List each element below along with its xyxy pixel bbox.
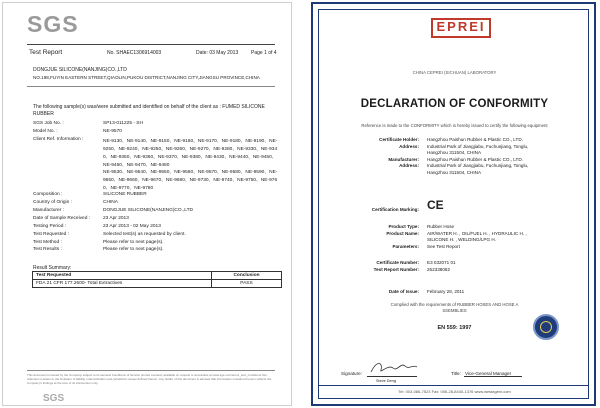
table-header-row <box>33 272 282 280</box>
holder-value: Hangzhou 311504, CHINA <box>427 170 482 175</box>
eprei-logo: EPREI <box>436 19 486 34</box>
field-label: Test Method : <box>33 239 62 245</box>
report-number: No. SHAEC1306914003 <box>107 50 162 56</box>
header-rule <box>27 44 275 45</box>
field-value: SP13-011225 - SH <box>103 121 143 126</box>
holder-label: Address: <box>399 143 419 149</box>
seal-icon <box>533 314 559 340</box>
closing-line: Complied with the requirements of RUBBER HOSES AND HOSE A <box>390 302 519 307</box>
field-value: NE-9130、NE-9140、NE-9150、NE-9160、NE-9170、NE-9180、NE-9190、NE- <box>103 138 278 144</box>
field-label: Model No. : <box>33 128 58 134</box>
sgs-test-report <box>2 2 292 406</box>
title-label: Title: <box>451 371 461 376</box>
cell-test: FDA 21 CFR 177.2600- Total Extractives <box>33 280 212 288</box>
cert-marking-label: Certification Marking: <box>371 207 419 212</box>
certificate-label: Test Report Number: <box>373 266 419 272</box>
field-value: Please refer to next page(s). <box>103 239 164 245</box>
header-conclusion: Conclusion <box>212 272 282 280</box>
field-label: Manufacturer : <box>33 207 64 213</box>
title-value: Vice-General Manager <box>465 371 512 376</box>
certificate-label: Certificate Number: <box>376 260 419 265</box>
divider <box>27 86 275 87</box>
field-value: 9250、NE-9240、NE-9250、NE-9260、NE-9270、NE-9280、NE-9330、NE-934 <box>103 146 278 152</box>
footer-rule <box>27 370 275 371</box>
certificate-label: Date of Issue: <box>388 289 419 294</box>
product-label: Parameters: <box>392 243 419 249</box>
reference-line: Reference is made to the CONFORMITY which is hereby issued to certify the following equipment <box>361 123 548 128</box>
field-label: Date of Sample Received : <box>33 215 91 221</box>
field-value: 0、NE-9350、NE-9360、NE-9370、NE-9380、NE-9430、NE-9440、NE-9450、 <box>103 154 277 160</box>
lab-name: CHINA CEPREI (SICHUAN) LABORATORY <box>412 70 497 75</box>
client-address: NO.198,FUYIN EASTERN STREET,QIAOLIN,PUKOU DISTRICT,NANJING CITY,JIANGSU PROVINCE,CHINA <box>33 75 260 80</box>
footer-sgs-logo: SGS <box>43 393 65 404</box>
field-label: Test Results : <box>33 247 62 253</box>
holder-label: Manufacturer: <box>388 156 419 162</box>
header-test-requested: Test Requested <box>33 272 212 280</box>
table-row <box>33 280 282 288</box>
cell-conclusion: PASS <box>212 280 282 288</box>
page-number: Page 1 of 4 <box>251 50 277 56</box>
result-summary-table <box>32 271 282 288</box>
field-value: NE-9570 <box>103 128 122 134</box>
title-line <box>464 376 522 377</box>
product-value: AIR/WATER H. , OIL/FUEL H. , HYDRAULIC H. , <box>427 230 527 236</box>
intro-line: RUBBER <box>33 111 54 117</box>
standard: EN 559: 1997 <box>437 325 472 331</box>
product-value: See Test Report <box>427 243 460 249</box>
sgs-logo: SGS <box>27 11 79 37</box>
report-date: Date: 03 May 2013 <box>196 50 239 56</box>
certificate-value: 262338062 <box>427 266 450 272</box>
field-value: CHINA <box>103 200 118 205</box>
field-label: Country of Origin : <box>33 200 72 205</box>
holder-value: Industrial Park of Jiangjiabu, Fuchunjiang, Tonglu, <box>427 143 529 149</box>
field-label: Testing Period : <box>33 223 67 229</box>
eprei-declaration <box>311 2 596 406</box>
field-value: DONGJUE SILICONE(NANJING)CO.,LTD <box>103 207 193 213</box>
field-value: 23 Apr 2013 <box>103 215 129 221</box>
product-value: Rubber Hose <box>427 224 455 229</box>
intro-line: The following sample(s) was/were submitted and identified on behalf of the client as : FUMED SILICONE <box>33 104 265 110</box>
client-name: DONGJUE SILICONE(NANJING)CO.,LTD <box>33 67 127 73</box>
holder-value: Hangzhou Paishun Rubber & Plastic CO., LTD. <box>427 137 523 142</box>
signature-line <box>367 376 417 377</box>
field-value: Selected test(s) as requested by client. <box>103 231 186 237</box>
field-value: NE-9530、NE-9540、NE-9550、NE-9560、NE-9570、NE-9580、NE-9590、NE- <box>103 170 278 176</box>
field-value: 9650、NE-9660、NE-9670、NE-9680、NE-9730、NE-9740、NE-9750、NE-976 <box>103 178 278 184</box>
holder-label: Certificate Holder: <box>379 137 419 142</box>
declaration-title: DECLARATION OF CONFORMITY <box>360 98 549 110</box>
result-summary-label: Result Summary: <box>33 265 72 271</box>
field-value: NE-9460、NE-9470、NE-9480 <box>103 162 170 168</box>
signer-name: Steve Deng <box>376 379 396 383</box>
holder-label: Address: <box>399 163 419 169</box>
field-value: Please refer to next page(s). <box>103 247 164 253</box>
holder-value: Industrial Park of Jiangjiabu, Fuchunjiang, Tonglu, <box>427 163 529 169</box>
signature-icon <box>369 358 419 376</box>
field-value: 0、NE-9770、NE-9780 <box>103 186 154 192</box>
product-label: Product Type: <box>388 224 419 229</box>
holder-value: Hangzhou 311504, CHINA <box>427 150 482 156</box>
product-value: SILICONE H. , WELDING/LPG H. <box>427 237 496 243</box>
holder-value: Hangzhou Paishun Rubber & Plastic CO., LTD. <box>427 156 523 162</box>
field-value: SILICONE RUBBER <box>103 192 147 198</box>
certificate-value: E3 032071 01 <box>427 260 456 265</box>
closing-line: SSEMBLIES <box>442 308 467 313</box>
field-label: Client Ref. Information : <box>33 136 84 142</box>
ce-mark: CE <box>427 198 444 212</box>
field-value: 23 Apr 2013 - 02 May 2013 <box>103 223 161 229</box>
field-label: Test Requested : <box>33 231 69 237</box>
footnote: This document is issued by the Company subject to its General Conditions of Service printed overleaf, available on request or accessible at www.sgs.com/terms_and_conditions.htm. Attention is drawn to the limitation of liability, indemnification and jurisdiction issues defined therein. Any holder of this document is advised that information contained hereon reflects the Company's findings at the time of its intervention only. <box>27 373 272 385</box>
footer-contact: Tel: 003-086-7523 Fax: 006-28-8440-1376 www.westageni.com <box>398 389 511 394</box>
signature-label: Signature: <box>341 371 362 376</box>
product-label: Product Name: <box>386 230 419 236</box>
report-title: Test Report <box>29 49 63 56</box>
field-label: Composition : <box>33 192 63 198</box>
field-label: SGS Job No. : <box>33 121 64 126</box>
certificate-value: February 28, 2011 <box>427 289 465 294</box>
inner-border <box>318 9 589 399</box>
